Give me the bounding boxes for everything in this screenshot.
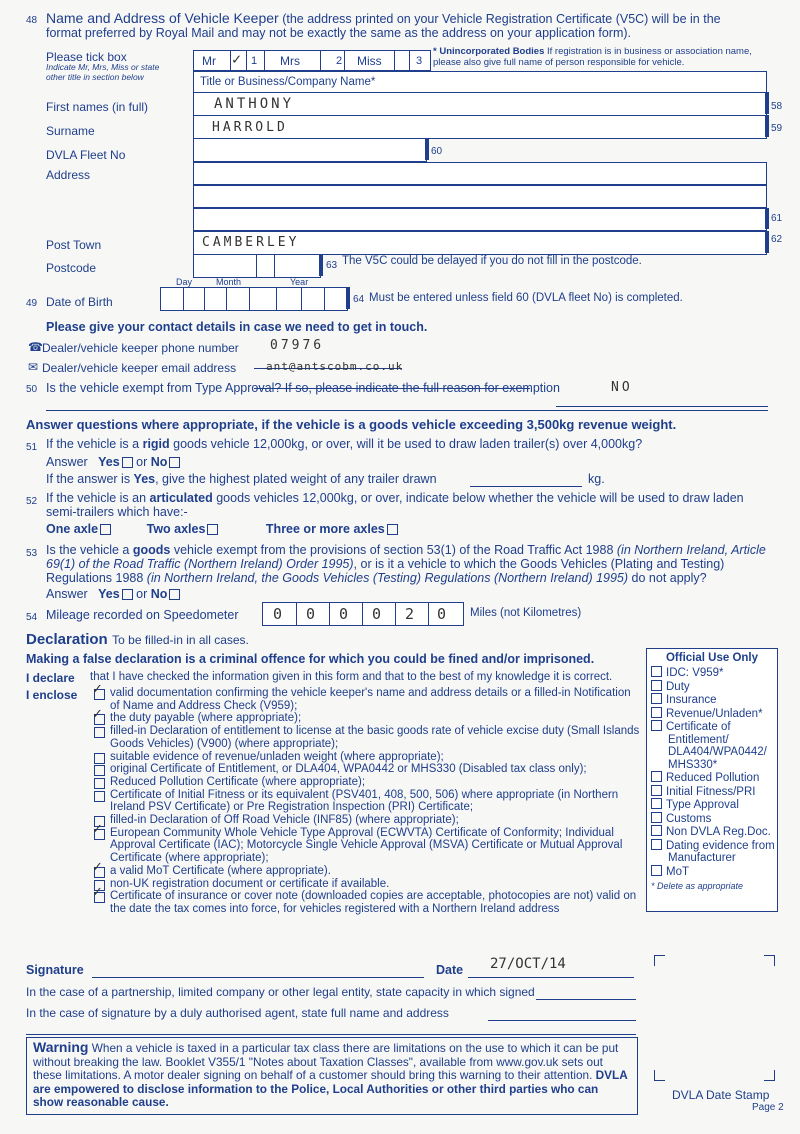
first-names-field[interactable]: [193, 92, 767, 116]
field-62: 62: [771, 234, 783, 245]
enclose-item: ✓ valid documentation confirming the vehicle keeper's name and address details or a filled-in Notification of Name and Address Check (V959);: [92, 681, 631, 712]
declaration-heading-row: [26, 631, 249, 649]
goods-heading: Answer questions where appropriate, if the vehicle is a goods vehicle exceeding 3,500kg revenue weight.: [26, 417, 677, 432]
three-axles-checkbox[interactable]: [387, 524, 398, 535]
tick-mark: ✓: [92, 858, 103, 874]
q51-text: If the vehicle is a rigid goods vehicle 12,000kg, or over, will it be used to draw laden trailer(s) over 4,000kg?: [46, 437, 643, 451]
q48-number: 48: [26, 15, 38, 26]
official-checkbox[interactable]: [651, 825, 662, 836]
agent-field-2[interactable]: [26, 1032, 636, 1035]
q53-answer: Answer Yes or No: [46, 587, 180, 601]
tick-label: Please tick box: [46, 50, 127, 64]
field-59: 59: [771, 123, 783, 134]
q50-number: 50: [26, 384, 38, 395]
tick-mark: ✓: [92, 706, 103, 722]
phone-icon: ☎: [28, 340, 43, 354]
q48-note: (the address printed on your Vehicle Registration Certificate (V5C) will be in the format preferred by Royal Mail and may not be exactly the same as the address on your application form).: [46, 12, 721, 40]
post-town-value: CAMBERLEY: [202, 235, 300, 250]
i-declare-label: I declare: [26, 671, 75, 685]
address-field-2[interactable]: [193, 185, 767, 208]
partnership-text: In the case of a partnership, limited company or other legal entity, state capacity in which signed: [26, 985, 535, 999]
signature-field[interactable]: [92, 975, 424, 978]
postcode-field[interactable]: [193, 254, 321, 278]
q51-answer: Answer Yes or No: [46, 455, 180, 469]
declaration-heading: Declaration: [26, 631, 108, 648]
signature-label: Signature: [26, 963, 84, 977]
first-names-value: ANTHONY: [214, 96, 295, 112]
title-tick-boxes: [193, 50, 431, 71]
enclose-checkbox[interactable]: [94, 778, 105, 789]
tick-mark: ✓: [92, 884, 103, 900]
warning-box: [26, 1037, 638, 1115]
surname-value: HARROLD: [212, 120, 288, 135]
mileage-digit-2: 0: [306, 605, 319, 623]
title-mrs-tick-box[interactable]: [322, 51, 330, 70]
surname-label: Surname: [46, 124, 95, 138]
stamp-corner-tr: [764, 955, 775, 966]
q51-kg: kg.: [588, 472, 605, 486]
warning-text: When a vehicle is taxed in a particular tax class there are limitations on the use to which it can be put without breaking the law. Booklet V355/1 "Notes about Taxation Classes", available from www.gov.uk sets out these limitations. A motor dealer signing on behalf of a customer should bring this warning to their attention.: [33, 1041, 619, 1082]
postcode-label: Postcode: [46, 261, 97, 275]
title-business-field[interactable]: [193, 71, 767, 93]
q52-options: One axle Two axles Three or more axles: [46, 522, 466, 536]
q53-text: Is the vehicle a goods vehicle exempt from the provisions of section 53(1) of the Road Traffic Act 1988 (in Northern Ireland, Article 69(1) of the Road Traffic (Northern Ireland) Order 1995), or is it a vehicle to which the Goods Vehicles (Plating and Testing) Regulations 1988 (in Northern Ireland, the Goods Vehicles (Testing) Regulations (Northern Ireland) 1995) do not apply?: [46, 543, 766, 585]
official-item: MoT: [651, 865, 777, 879]
dob-label: Date of Birth: [46, 295, 113, 309]
dob-year-label: Year: [290, 277, 309, 287]
surname-field[interactable]: [193, 115, 767, 139]
enclose-checkbox[interactable]: [94, 791, 105, 802]
stamp-corner-bl: [654, 1070, 665, 1081]
q50-field-2[interactable]: [46, 408, 768, 411]
date-field[interactable]: [468, 956, 634, 978]
q51-yes-checkbox[interactable]: [122, 457, 133, 468]
official-checkbox[interactable]: [651, 666, 662, 677]
post-town-field[interactable]: [193, 231, 767, 255]
contact-heading: Please give your contact details in case we need to get in touch.: [46, 320, 428, 334]
q54-label: Mileage recorded on Speedometer: [46, 608, 239, 622]
official-item: Reduced Pollution: [651, 771, 777, 785]
warning-title: Warning: [33, 1039, 89, 1055]
official-item: Initial Fitness/PRI: [651, 785, 777, 799]
date-label: Date: [436, 963, 464, 977]
declare-text: that I have checked the information given in this form and that to the best of my knowledge it is correct.: [90, 671, 613, 683]
post-town-label: Post Town: [46, 238, 102, 252]
q53-number: 53: [26, 548, 38, 559]
q51-weight-field[interactable]: [470, 484, 582, 487]
q51-weight-text: If the answer is Yes, give the highest plated weight of any trailer drawn: [46, 472, 437, 486]
q51-number: 51: [26, 442, 38, 453]
mileage-digit-3: 0: [339, 605, 352, 623]
mileage-digit-4: 0: [372, 605, 385, 623]
dvla-stamp-label: DVLA Date Stamp: [672, 1088, 770, 1102]
q53-no-checkbox[interactable]: [169, 589, 180, 600]
warning-bold-text: DVLA are empowered to disclose information to the Police, Local Authorities or other third parties who can show reasonable cause.: [33, 1068, 628, 1109]
q50-text: Is the vehicle exempt from Type Approval? If so, please indicate the full reason for exemption: [46, 381, 560, 395]
enclose-list: ✓ valid documentation confirming the vehicle keeper's name and address details or a filled-in Notification of Name and Address Check (V959); ✓ the duty payable (where appropriate); filled-in Declaration of entitlement to license at the basic goods rate of vehicle excise duty (Small Islands Goods Vehicles) (V900) (where appropriate); suitable evidence of revenue/unladen weight (where appropriate); original Certificate of Entitlement, or DLA404, WPA0442 or MHS330 (Disabled tax class only); Reduced Pollution Certificate (where appropriate); Certificate of Initial Fitness or its equivalent (PSV401, 408, 500, 506) where appropriate (in Northern Ireland PSV Certificate) or Pre Registration Inspection (PRI) Certificate; filled-in Declaration of Off Road Vehicle (INF85) (where appropriate); ✓ European Community Whole Vehicle Type Approval (ECWVTA) Certificate of Conformity; Individual Approval Certificate (IAC); Motorcycle Single Vehicle Approval (MSVA) Certificate or Mutual Approval Certificate (where appropriate); ✓ a valid MoT Certificate (where appropriate). non-UK registration document or certificate if available. ✓ Certificate of insurance or cover note (downloaded copies are acceptable, photocopies are not) valid on the date the tax comes into force, for vehicles registered with a Northern Ireland address: [92, 681, 640, 915]
postcode-note: The V5C could be delayed if you do not fill in the postcode.: [342, 255, 642, 267]
email-value: ant@antscobm.co.uk: [266, 360, 404, 373]
official-item: Duty: [651, 680, 777, 694]
one-axle-checkbox[interactable]: [100, 524, 111, 535]
mileage-digit-5: 2: [405, 605, 418, 623]
official-checkbox[interactable]: [651, 693, 662, 704]
title-miss-num: 3: [416, 55, 423, 67]
title-mr-num: 1: [251, 55, 258, 67]
official-checkbox[interactable]: [651, 839, 662, 850]
first-names-label: First names (in full): [46, 100, 149, 114]
address-field-1[interactable]: [193, 162, 767, 185]
unincorp-text: If registration is in business or association name, please also give full name of person responsible for vehicle.: [433, 46, 752, 68]
fleet-label: DVLA Fleet No: [46, 148, 126, 162]
q52-text: If the vehicle is an articulated goods vehicles 12,000kg, or over, indicate below whether the vehicle will be used to draw laden semi-trailers which have:-: [46, 491, 744, 519]
q50-field-1[interactable]: [556, 380, 768, 407]
tick-mark: ✓: [92, 681, 103, 696]
q52-number: 52: [26, 496, 38, 507]
partnership-field[interactable]: [536, 997, 636, 1000]
q53-yes-checkbox[interactable]: [122, 589, 133, 600]
mileage-field[interactable]: [262, 602, 464, 626]
field-64: 64: [353, 294, 365, 305]
email-icon: ✉: [28, 360, 39, 374]
official-checkbox[interactable]: [651, 812, 662, 823]
q48-heading-block: [46, 11, 746, 40]
title-mr-tick[interactable]: ✓: [232, 50, 245, 68]
field-60: 60: [431, 146, 443, 157]
field-63: 63: [326, 260, 338, 271]
unincorp-note: [433, 46, 753, 68]
official-checkbox[interactable]: [651, 680, 662, 691]
stamp-corner-br: [764, 1070, 775, 1081]
official-checkbox[interactable]: [651, 707, 662, 718]
official-item: Customs: [651, 812, 777, 826]
official-checkbox[interactable]: [651, 720, 662, 731]
official-checkbox[interactable]: [651, 798, 662, 809]
false-declaration: Making a false declaration is a criminal offence for which you could be fined and/or imprisoned.: [26, 652, 595, 666]
official-checkbox[interactable]: [651, 771, 662, 782]
dob-day-label: Day: [176, 277, 193, 287]
official-item: Revenue/Unladen*: [651, 707, 777, 721]
official-item: Insurance: [651, 693, 777, 707]
title-mrs-num: 2: [336, 55, 343, 67]
title-mrs-label: Mrs: [280, 54, 300, 68]
official-item: Non DVLA Reg.Doc.: [651, 825, 777, 839]
q51-no-checkbox[interactable]: [169, 457, 180, 468]
agent-field-1[interactable]: [488, 1018, 636, 1021]
stamp-corner-tl: [654, 955, 665, 966]
tick-mark: ✓: [92, 820, 103, 836]
fleet-field[interactable]: [193, 138, 427, 162]
two-axles-checkbox[interactable]: [207, 524, 218, 535]
enclose-checkbox[interactable]: [94, 753, 105, 764]
q49-number: 49: [26, 298, 38, 309]
phone-label: Dealer/vehicle keeper phone number: [42, 341, 239, 355]
official-checkbox[interactable]: [651, 785, 662, 796]
dob-field[interactable]: [160, 287, 348, 311]
official-use-box: [646, 648, 778, 912]
official-item: Dating evidence from Manufacturer: [651, 839, 777, 865]
official-title: Official Use Only: [665, 652, 759, 664]
official-item: Type Approval: [651, 798, 777, 812]
declaration-sub: To be filled-in in all cases.: [112, 633, 249, 647]
title-business-label: Title or Business/Company Name*: [200, 76, 376, 88]
official-checkbox[interactable]: [651, 865, 662, 876]
tick-hint: Indicate Mr, Mrs, Miss or state other title in section below: [46, 62, 160, 82]
mileage-unit: Miles (not Kilometres): [470, 607, 582, 619]
official-item: IDC: V959*: [651, 666, 777, 680]
dob-month-label: Month: [216, 277, 242, 287]
title-miss-tick-box[interactable]: [395, 51, 409, 70]
dob-note: Must be entered unless field 60 (DVLA fleet No) is completed.: [369, 292, 683, 304]
field-58: 58: [771, 101, 783, 112]
official-item: Certificate of Entitlement/ DLA404/WPA0442/ MHS330*: [651, 720, 777, 771]
i-enclose-label: I enclose: [26, 688, 78, 702]
q48-heading: Name and Address of Vehicle Keeper: [46, 10, 279, 26]
enclose-checkbox[interactable]: [94, 727, 105, 738]
q54-number: 54: [26, 612, 38, 623]
mileage-digit-6: 0: [437, 605, 450, 623]
q50-value: NO: [611, 380, 633, 395]
enclose-checkbox[interactable]: [94, 765, 105, 776]
official-note: * Delete as appropriate: [651, 881, 744, 891]
email-label: Dealer/vehicle keeper email address: [42, 361, 237, 375]
unincorp-bold: * Unincorporated Bodies: [433, 46, 545, 57]
page-label: Page 2: [752, 1102, 784, 1113]
address-label: Address: [46, 168, 91, 182]
mileage-digit-1: 0: [273, 605, 286, 623]
address-field-3[interactable]: [193, 208, 767, 231]
field-61: 61: [771, 213, 783, 224]
agent-text: In the case of signature by a duly authorised agent, state full name and address: [26, 1006, 449, 1020]
date-value: 27/OCT/14: [490, 956, 566, 972]
title-miss-label: Miss: [357, 54, 382, 68]
phone-value: 07976: [270, 338, 325, 353]
title-mr-label: Mr: [202, 54, 216, 68]
